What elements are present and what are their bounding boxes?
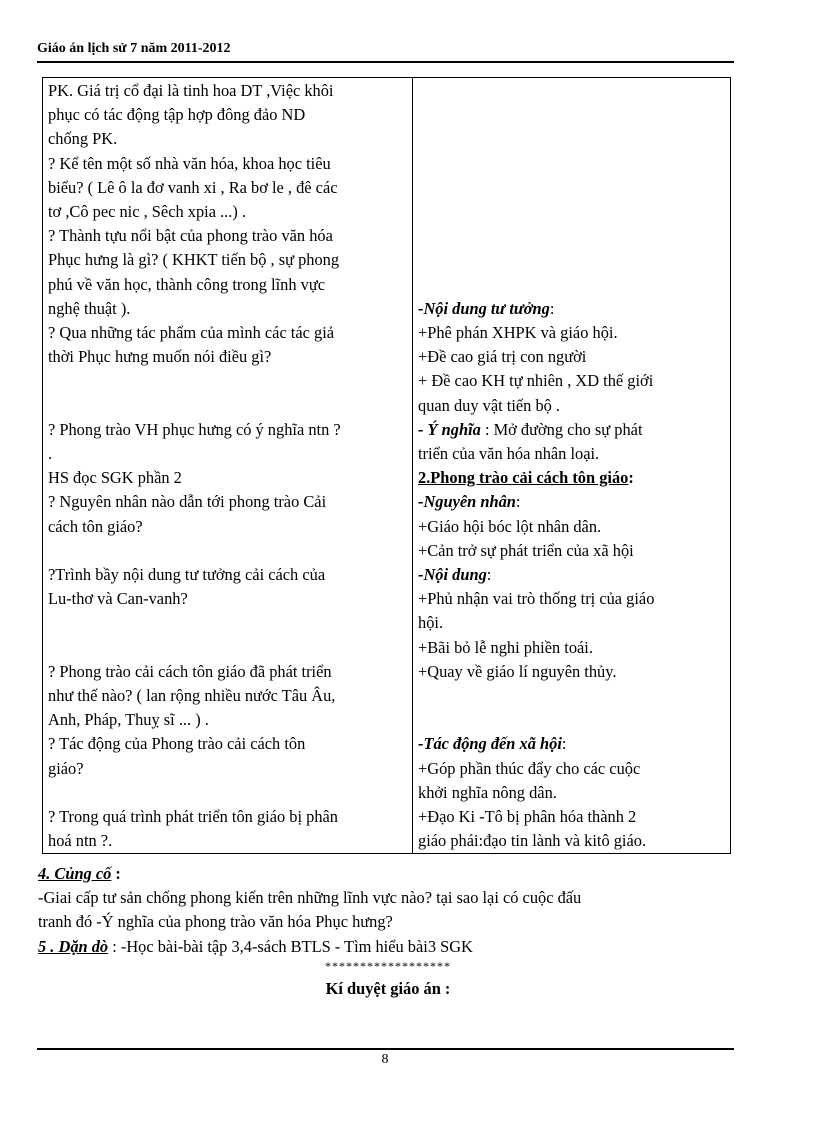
question-line: nghệ thuật ).	[48, 298, 131, 318]
meaning-label: - Ý nghĩa	[418, 419, 481, 439]
content-line	[418, 273, 726, 297]
question-line: biểu? ( Lê ô la đơ vanh xi , Ra bơ le , đê các	[48, 177, 338, 197]
consolidation-heading: 4. Củng cố	[38, 864, 112, 883]
question-line: như thế nào? ( lan rộng nhiều nước Tâu Âu,	[48, 686, 336, 705]
homework-heading: 5 . Dặn dò	[38, 936, 109, 956]
questions-column	[43, 78, 413, 854]
question-line: ? Tác động của Phong trào cải cách tôn	[48, 734, 306, 754]
lesson-table	[42, 77, 731, 854]
content-line	[418, 176, 726, 200]
document-header	[37, 40, 734, 58]
content-line	[418, 127, 726, 151]
question-line	[48, 611, 408, 635]
question-line	[48, 781, 408, 805]
consolidation-heading-line: 4. Củng cố :	[38, 864, 121, 883]
question-line: ? Phong trào VH phục hưng có ý nghĩa ntn ?	[48, 419, 341, 439]
content-line: triển của văn hóa nhân loại.	[418, 443, 600, 463]
question-line: hoá ntn ?.	[48, 831, 113, 851]
question-line: chống PK.	[48, 129, 118, 149]
content-line: +Đạo Ki -Tô bị phân hóa thành 2	[418, 806, 637, 826]
approval-label: Kí duyệt giáo án :	[325, 978, 451, 998]
content-line: hội.	[418, 613, 444, 633]
question-line: phục có tác động tập hợp đông đảo ND	[48, 105, 306, 125]
content-line: +Bãi bỏ lễ nghi phiền toái.	[418, 637, 593, 657]
content-line: +Cản trở sự phát triển của xã hội	[418, 540, 634, 560]
question-line: phú về văn học, thành công trong lĩnh vực	[48, 274, 325, 294]
question-line: Anh, Pháp, Thuỵ sĩ ... ) .	[48, 710, 209, 730]
content-line: +Quay về giáo lí nguyên thủy.	[418, 661, 617, 681]
social-impact-label: -Tác động đến xã hội	[418, 734, 562, 754]
question-line: ? Qua những tác phẩm của mình các tác giả	[48, 323, 335, 343]
question-line	[48, 369, 408, 393]
content-line: -Nội dung:	[418, 564, 492, 584]
question-line	[48, 636, 408, 660]
content-line: -Nguyên nhân:	[418, 492, 521, 512]
content-line: + Đề cao KH tự nhiên , XD thế giới	[418, 371, 654, 391]
question-line: ? Trong quá trình phát triển tôn giáo bị phân	[48, 807, 338, 826]
footer-rule	[37, 1048, 734, 1050]
content-line	[418, 708, 726, 732]
question-line: thời Phục hưng muốn nói điều gì?	[48, 347, 272, 367]
reform-content-label: -Nội dung	[418, 564, 487, 584]
question-line: cách tôn giáo?	[48, 516, 143, 536]
content-line: quan duy vật tiến bộ .	[418, 395, 561, 415]
question-line: ? Thành tựu nổi bật của phong trào văn hóa	[48, 226, 333, 246]
content-line: - Ý nghĩa : Mở đường cho sự phát	[418, 419, 643, 439]
content-line	[418, 684, 726, 708]
question-line: Phục hưng là gì? ( KHKT tiến bộ , sự phong	[48, 250, 340, 270]
content-line	[418, 224, 726, 248]
lesson-closing	[38, 862, 738, 1001]
question-line	[48, 539, 408, 563]
homework-text: : -Học bài-bài tập 3,4-sách BTLS - Tìm hiểu bài3 SGK	[108, 936, 473, 956]
question-line: Lu-thơ và Can-vanh?	[48, 589, 188, 609]
header-title: Giáo án lịch sử 7 năm 2011-2012	[37, 41, 231, 56]
question-line: HS đọc SGK phần 2	[48, 468, 182, 488]
question-line: ?Trình bầy nội dung tư tưởng cải cách của	[48, 565, 326, 585]
content-line: 2.Phong trào cải cách tôn giáo:	[418, 468, 634, 488]
content-line: giáo phái:đạo tin lành và kitô giáo.	[418, 831, 647, 851]
question-line: ? Phong trào cải cách tôn giáo đã phát triển	[48, 661, 332, 681]
question-line: tơ ,Cô pec nic , Sêch xpia ...) .	[48, 202, 247, 222]
content-line	[418, 79, 726, 103]
page-number: 8	[381, 1052, 389, 1067]
section-2-heading: 2.Phong trào cải cách tôn giáo	[418, 468, 629, 488]
content-line: +Phủ nhận vai trò thống trị của giáo	[418, 589, 655, 609]
consolidation-text: tranh đó -Ý nghĩa của phong trào văn hóa Phục hưng?	[38, 912, 393, 932]
content-line	[418, 103, 726, 127]
separator-stars: ******************	[325, 958, 451, 973]
consolidation-text: -Giai cấp tư sản chống phong kiến trên những lĩnh vực nào? tại sao lại có cuộc đấu	[38, 888, 582, 908]
header-rule	[37, 61, 734, 63]
question-line: ? Kể tên một số nhà văn hóa, khoa học tiêu	[48, 153, 331, 173]
content-column	[413, 78, 731, 854]
content-line: +Đề cao giá trị con người	[418, 347, 587, 367]
content-line: +Phê phán XHPK và giáo hội.	[418, 322, 618, 342]
content-line	[418, 248, 726, 272]
content-line	[418, 152, 726, 176]
content-line: -Tác động đến xã hội:	[418, 734, 567, 754]
question-line: giáo?	[48, 758, 84, 778]
question-line	[48, 394, 408, 418]
content-line: -Nội dung tư tưởng:	[418, 298, 555, 318]
question-line: PK. Giá trị cổ đại là tinh hoa DT ,Việc khôi	[48, 81, 334, 100]
content-line	[418, 200, 726, 224]
thought-content-label: -Nội dung tư tưởng	[418, 298, 550, 318]
content-line: +Góp phần thúc đẩy cho các cuộc	[418, 758, 641, 778]
table-row	[43, 78, 731, 854]
question-line: .	[48, 444, 53, 464]
content-line: +Giáo hội bóc lột nhân dân.	[418, 516, 602, 536]
cause-label: -Nguyên nhân	[418, 492, 516, 512]
question-line: ? Nguyên nhân nào dẫn tới phong trào Cải	[48, 492, 327, 512]
homework-line	[38, 935, 738, 959]
content-line: khởi nghĩa nông dân.	[418, 782, 557, 802]
